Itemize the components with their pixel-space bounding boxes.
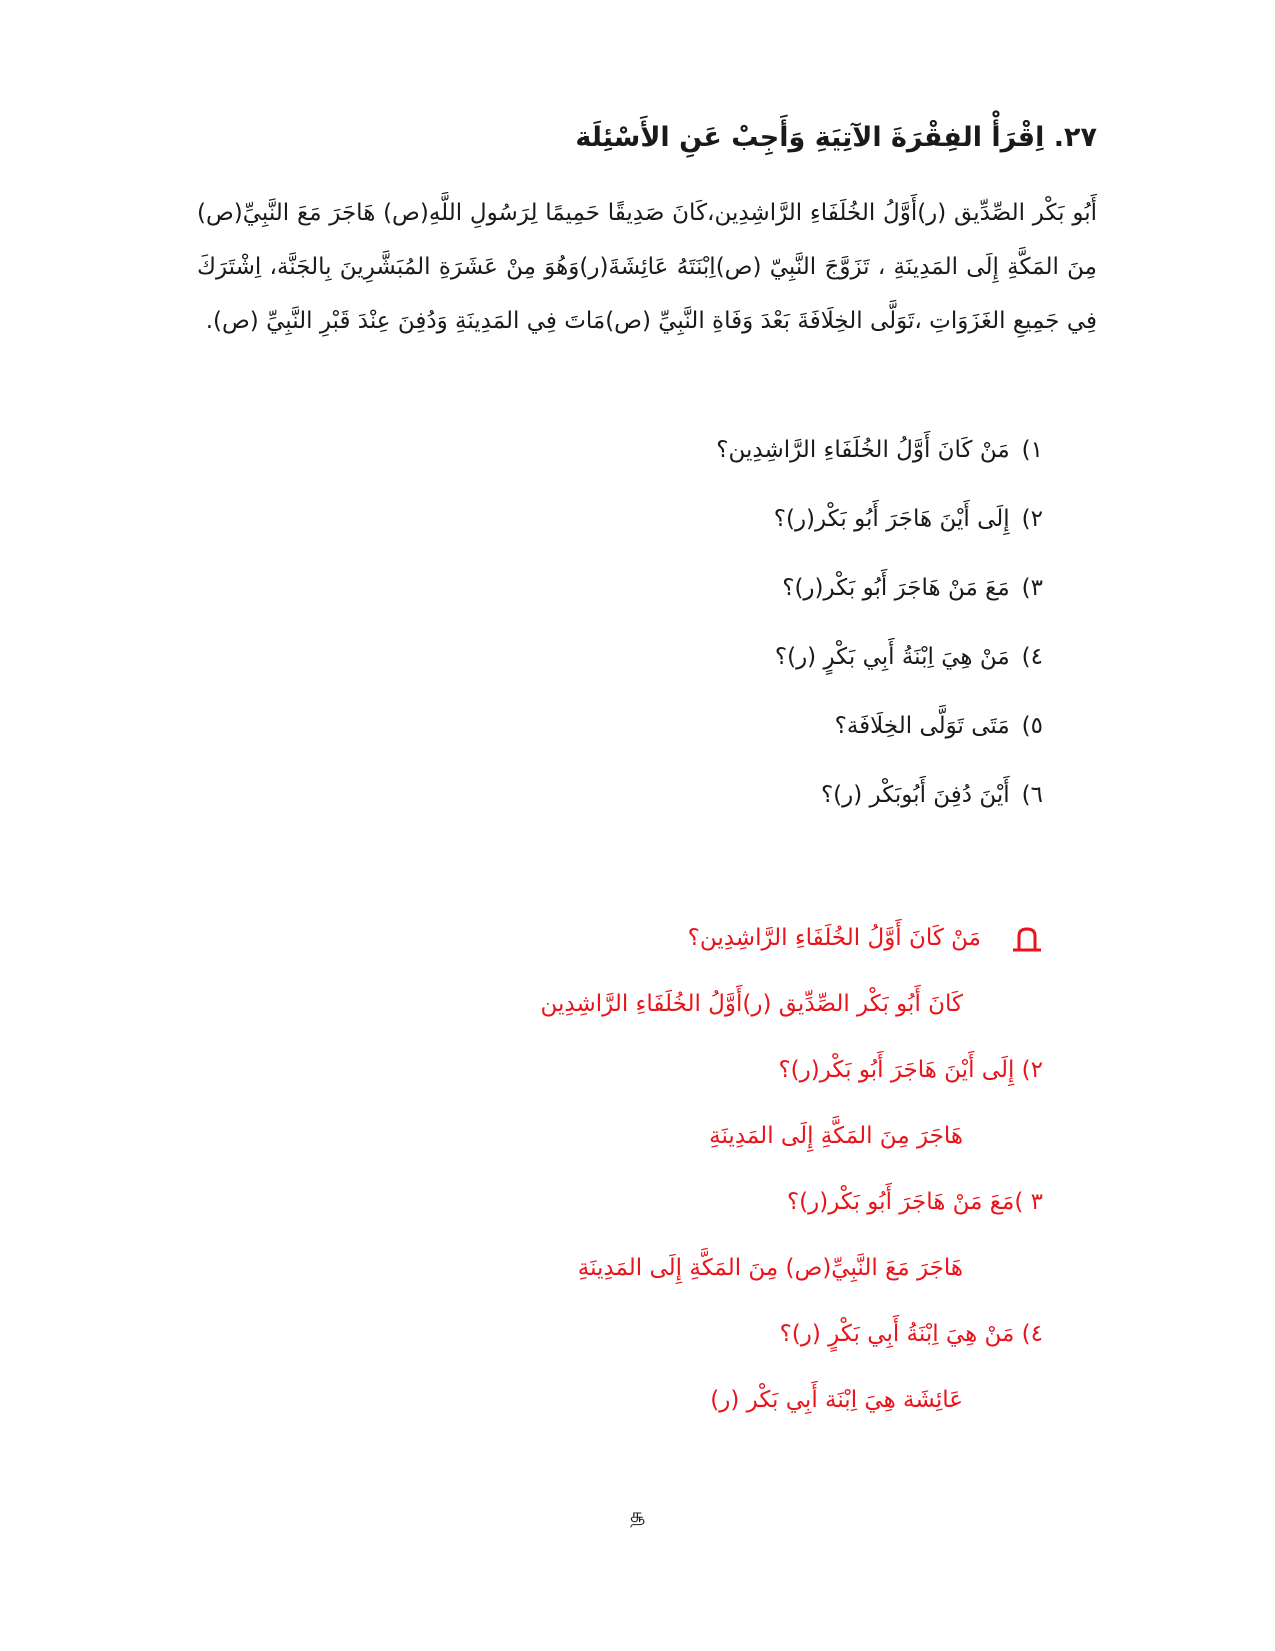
question-number: ٤) bbox=[1021, 644, 1043, 670]
question-number: ١) bbox=[1021, 437, 1043, 463]
question-item bbox=[443, 430, 1043, 499]
answer-text-4: عَائِشَة هِيَ اِبْنَة أَبِي بَكْر (ر) bbox=[710, 1387, 963, 1413]
question-text: أَيْنَ دُفِنَ أَبُوبَكْر (ر)؟ bbox=[820, 782, 1010, 808]
question-text: مَنْ هِيَ اِبْنَةُ أَبِي بَكْرٍ (ر)؟ bbox=[774, 644, 1010, 670]
question-item bbox=[443, 775, 1043, 844]
answer-text-1: كَانَ أَبُو بَكْر الصِّدِّيق (ر)أَوَّلُ الخُلَفَاءِ الرَّاشِدِين bbox=[540, 991, 963, 1017]
question-text: إِلَى أَيْنَ هَاجَرَ أَبُو بَكْر(ر)؟ bbox=[773, 506, 1010, 532]
answer-question-2: ٢) إِلَى أَيْنَ هَاجَرَ أَبُو بَكْر(ر)؟ bbox=[778, 1057, 1043, 1083]
answer-question-4: ٤) مَنْ هِيَ اِبْنَةُ أَبِي بَكْرٍ (ر)؟ bbox=[779, 1321, 1043, 1347]
page-number: ௲ bbox=[630, 1503, 645, 1527]
question-text: مَعَ مَنْ هَاجَرَ أَبُو بَكْر(ر)؟ bbox=[782, 575, 1010, 601]
exercise-heading: ٢٧. اِقْرَأْ الفِقْرَةَ الآتِيَةِ وَأَجِبْ عَنِ الأَسْئِلَة bbox=[575, 122, 1097, 153]
answer-text-2: هَاجَرَ مِنَ المَكَّةِ إِلَى المَدِينَةِ bbox=[709, 1123, 963, 1149]
question-text: مَنْ كَانَ أَوَّلُ الخُلَفَاءِ الرَّاشِدِين؟ bbox=[716, 437, 1010, 463]
question-item bbox=[443, 637, 1043, 706]
question-item bbox=[443, 706, 1043, 775]
answer-question-text: مَنْ كَانَ أَوَّلُ الخُلَفَاءِ الرَّاشِدِين؟ bbox=[687, 925, 981, 951]
answer-section bbox=[283, 918, 1043, 1446]
question-number: ٢) bbox=[1021, 506, 1043, 532]
question-text: مَتَى تَوَلَّى الخِلَافَة؟ bbox=[834, 713, 1010, 739]
question-item bbox=[443, 499, 1043, 568]
question-number: ٦) bbox=[1021, 782, 1043, 808]
answer-question-3: ٣ )مَعَ مَنْ هَاجَرَ أَبُو بَكْر(ر)؟ bbox=[786, 1189, 1043, 1215]
answer-mark-icon bbox=[1011, 926, 1043, 952]
reading-paragraph: أَبُو بَكْر الصِّدِّيق (ر)أَوَّلُ الخُلَفَاءِ الرَّاشِدِين،كَانَ صَدِيقًا حَمِيمًا لِرَسُولِ اللَّهِ(ص) هَاجَرَ مَعَ النَّبِيِّ(ص) مِنَ المَكَّةِ إِلَى المَدِينَةِ ، تَزَوَّجَ النَّبِيّ (ص)اِبْنَتَهُ عَائِشَةَ(ر)وَهُوَ مِنْ عَشَرَةِ المُبَشَّرِينَ بِالجَنَّة، اِشْتَرَكَ فِي جَمِيعِ الغَزَوَاتِ ،تَوَلَّى الخِلَافَةَ بَعْدَ وَفَاةِ النَّبِيِّ (ص)مَاتَ فِي المَدِينَةِ وَدُفِنَ عِنْدَ قَبْرِ النَّبِيِّ (ص). bbox=[197, 200, 1097, 334]
answer-question-1 bbox=[283, 918, 1043, 984]
question-number: ٥) bbox=[1021, 713, 1043, 739]
question-item bbox=[443, 568, 1043, 637]
question-list bbox=[443, 430, 1043, 844]
answer-text-3: هَاجَرَ مَعَ النَّبِيِّ(ص) مِنَ المَكَّةِ إِلَى المَدِينَةِ bbox=[577, 1255, 963, 1281]
question-number: ٣) bbox=[1021, 575, 1043, 601]
